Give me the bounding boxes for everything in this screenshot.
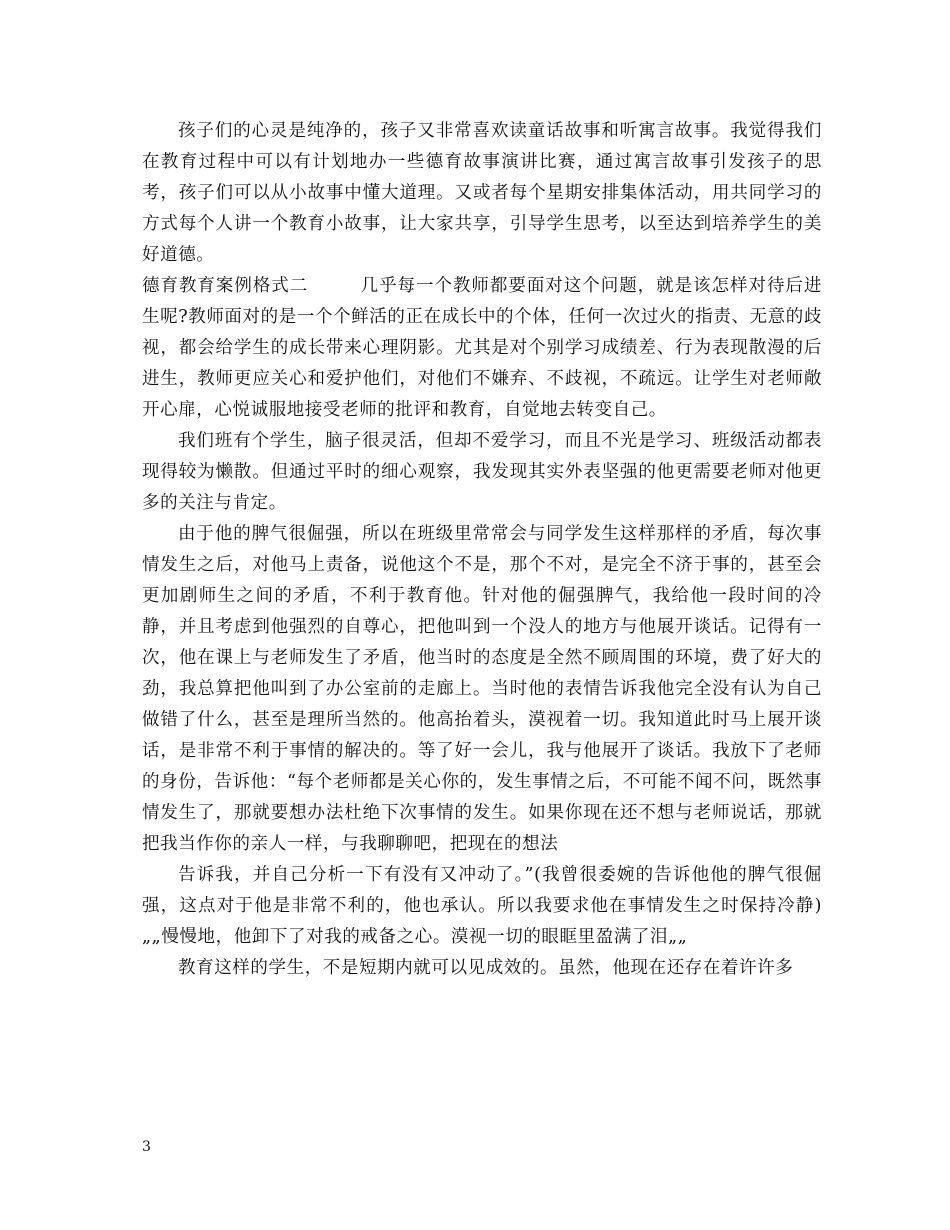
paragraph-story-activities: 孩子们的心灵是纯净的，孩子又非常喜欢读童话故事和听寓言故事。我觉得我们在教育过程中可以有计划地办一些德育故事演讲比赛，通过寓言故事引发孩子的思考，孩子们可以从小故事中懂大道理。又或者每个星期安排集体活动，用共同学习的方式每个人讲一个教育小故事，让大家共享，引导学生思考，以至达到培养学生的美好道德。 (142, 121, 822, 265)
paragraph-stubborn-temper: 由于他的脾气很倔强，所以在班级里常常会与同学发生这样那样的矛盾，每次事情发生之后，对他马上责备，说他这个不是，那个不对，是完全不济于事的，甚至会更加剧师生之间的矛盾，不利于教育他。针对他的倔强脾气，我给他一段时间的冷静，并且考虑到他强烈的自尊心，把他叫到一个没人的地方与他展开谈话。记得有一次，他在课上与老师发生了矛盾，他当时的态度是全然不顾周围的环境，费了好大的劲，我总算把他叫到了办公室前的走廊上。当时他的表情告诉我他完全没有认为自己做错了什么，甚至是理所当然的。他高抬着头，漠视着一切。我知道此时马上展开谈话，是非常不利于事情的解决的。等了好一会儿，我与他展开了谈话。我放下了老师的身份，告诉他：“每个老师都是关心你的，发生事情之后，不可能不闻不问，既然事情发生了，那就要想办法杜绝下次事情的发生。如果你现在还不想与老师说话，那就把我当作你的亲人一样，与我聊聊吧，把现在的想法 (142, 524, 822, 854)
section-intro-text: 几乎每一个教师都要面对这个问题，就是该怎样对待后进生呢?教师面对的是一个个鲜活的正在成长中的个体，任何一次过火的指责、无意的歧视，都会给学生的成长带来心理阴影。尤其是对个别学习成绩差、行为表现散漫的后进生，教师更应关心和爱护他们，对他们不嫌弃、不歧视，不疏远。让学生对老师敞开心扉，心悦诚服地接受老师的批评和教育，自觉地去转变自己。 (142, 276, 822, 420)
section-heading: 德育教育案例格式二 (142, 276, 309, 296)
document-body (142, 116, 822, 984)
paragraph-conversation-result: 告诉我，并自己分析一下有没有又冲动了。”(我曾很委婉的告诉他他的脾气很倔强，这点对于他是非常不利的，他也承认。所以我要求他在事情发生之时保持冷静)„„慢慢地，他卸下了对我的戒备之心。漠视一切的眼眶里盈满了泪„„ (142, 865, 822, 947)
paragraph-case-format-two (142, 271, 822, 426)
page-number: 3 (142, 1139, 151, 1155)
paragraph-long-term-education: 教育这样的学生，不是短期内就可以见成效的。虽然，他现在还存在着许许多 (178, 958, 794, 978)
paragraph-student-description: 我们班有个学生，脑子很灵活，但却不爱学习，而且不光是学习、班级活动都表现得较为懒散。但通过平时的细心观察，我发现其实外表坚强的他更需要老师对他更多的关注与肯定。 (142, 431, 822, 513)
